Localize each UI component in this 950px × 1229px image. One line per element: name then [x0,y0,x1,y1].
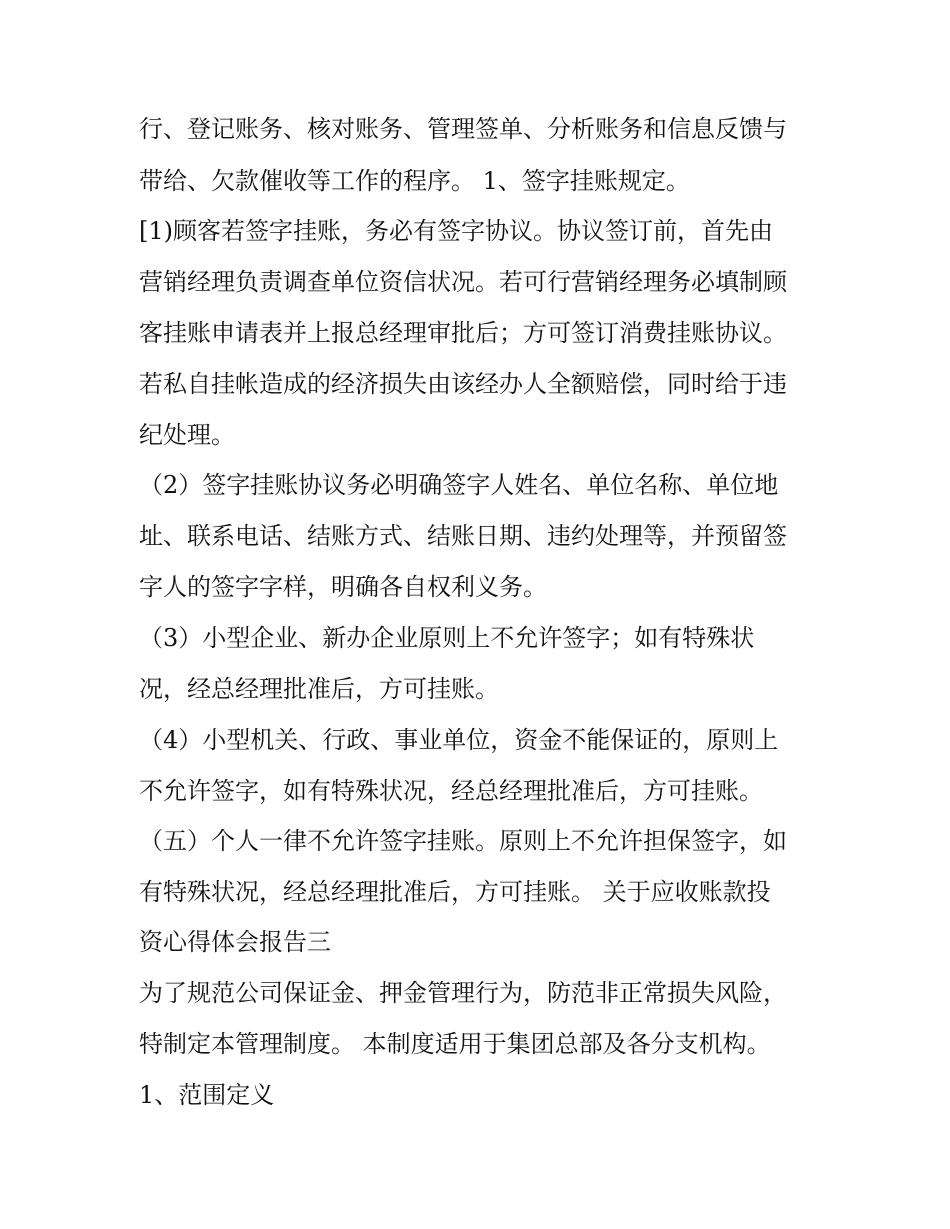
text-line-9: 址、联系电话、结账方式、结账日期、违约处理等，并预留签 [139,522,787,550]
text-line-6: 若私自挂帐造成的经济损失由该经办人全额赔偿，同时给于违 [139,370,787,398]
text-line-18: 为了规范公司保证金、押金管理行为，防范非正常损失风险， [139,979,787,1007]
text-line-8: （2）签字挂账协议务必明确签字人姓名、单位名称、单位地 [139,471,779,499]
text-line-16: 有特殊状况，经总经理批准后，方可挂账。 关于应收账款投 [139,878,771,906]
text-line-15: （五）个人一律不允许签字挂账。原则上不允许担保签字，如 [139,827,787,855]
text-line-1: 行、登记账务、核对账务、管理签单、分析账务和信息反馈与 [139,115,787,143]
text-line-2: 带给、欠款催收等工作的程序。 1、签字挂账规定。 [139,167,690,195]
text-line-17: 资心得体会报告三 [139,928,331,956]
text-line-20: 1、范围定义 [139,1081,275,1109]
text-line-12: 况，经总经理批准后，方可挂账。 [139,675,499,703]
text-line-10: 字人的签字字样，明确各自权利义务。 [139,573,547,601]
text-line-5: 客挂账申请表并上报总经理审批后；方可签订消费挂账协议。 [139,319,787,347]
text-line-14: 不允许签字，如有特殊状况，经总经理批准后，方可挂账。 [139,777,763,805]
text-line-13: （4）小型机关、行政、事业单位，资金不能保证的，原则上 [139,726,779,754]
text-line-19: 特制定本管理制度。 本制度适用于集团总部及各分支机构。 [139,1030,771,1058]
text-line-11: （3）小型企业、新办企业原则上不允许签字；如有特殊状 [139,624,755,652]
text-line-4: 营销经理负责调查单位资信状况。若可行营销经理务必填制顾 [139,268,787,296]
text-line-3: [1)顾客若签字挂账，务必有签字协议。协议签订前，首先由 [139,217,773,245]
text-line-7: 纪处理。 [139,421,235,449]
